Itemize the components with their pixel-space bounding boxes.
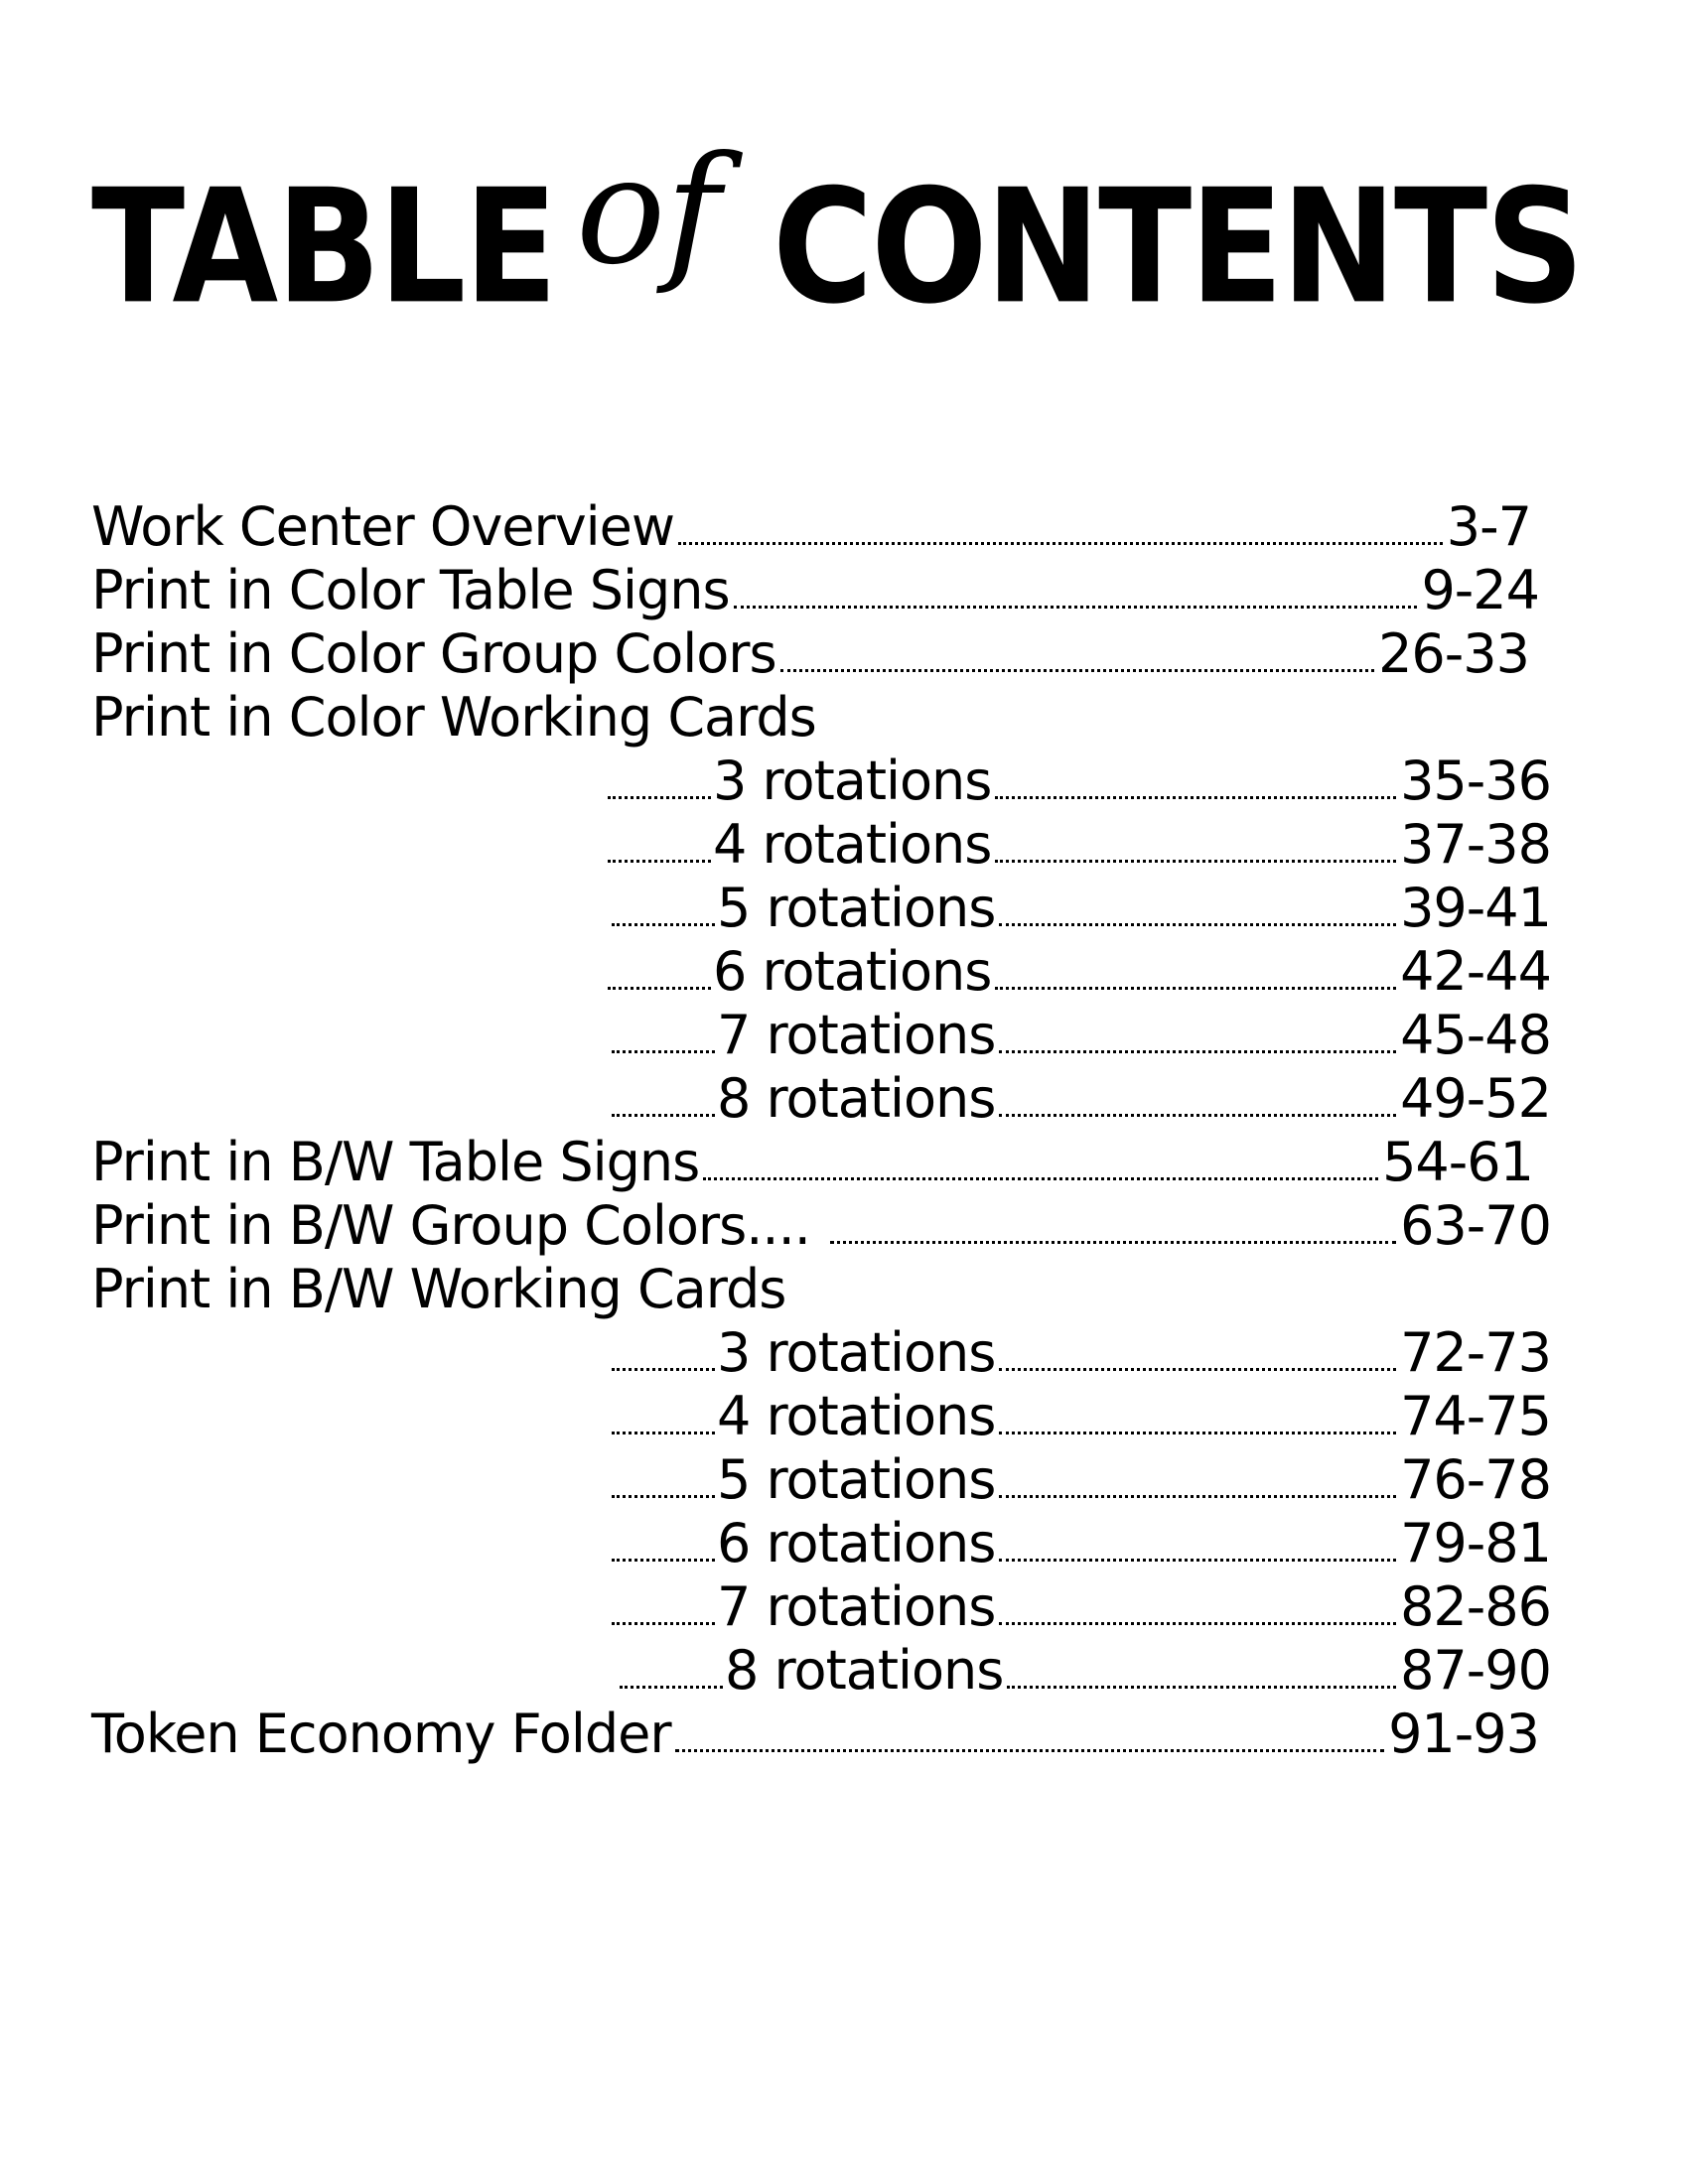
toc-entry-label: 8 rotations: [717, 1067, 996, 1130]
dot-leader: [995, 860, 1396, 863]
dot-leader: [703, 1177, 1378, 1180]
toc-entry-label: 5 rotations: [717, 877, 996, 939]
dot-leader: [999, 1368, 1396, 1371]
toc-entry-pages: 49-52: [1400, 1067, 1551, 1130]
dot-leader: [612, 1495, 715, 1498]
toc-entry-label: 5 rotations: [717, 1448, 996, 1511]
toc-entry-pages: 9-24: [1421, 559, 1539, 621]
title-word-of: of: [576, 125, 721, 298]
toc-entry-pages: 79-81: [1400, 1512, 1551, 1574]
toc-subentry-bw-6-rotations: [612, 1513, 1551, 1574]
toc-entry-token-economy-folder: [91, 1704, 1539, 1765]
toc-entry-label: 4 rotations: [713, 813, 992, 876]
toc-entry-label: Print in B/W Group Colors....: [91, 1194, 810, 1257]
toc-entry-bw-group-colors: [91, 1195, 1551, 1257]
toc-subentry-bw-4-rotations: [612, 1386, 1551, 1447]
toc-entry-label: 3 rotations: [713, 750, 992, 812]
dot-leader: [780, 669, 1374, 672]
dot-leader: [999, 1432, 1396, 1434]
dot-leader: [999, 1050, 1396, 1053]
toc-entry-label: 3 rotations: [717, 1321, 996, 1384]
toc-subentry-color-3-rotations: [608, 751, 1551, 812]
dot-leader: [612, 923, 715, 926]
toc-entry-pages: 63-70: [1400, 1194, 1551, 1257]
toc-subentry-bw-3-rotations: [612, 1322, 1551, 1384]
toc-entry-pages: 37-38: [1400, 813, 1551, 876]
dot-leader: [734, 606, 1418, 609]
toc-entry-label: Print in Color Working Cards: [91, 686, 816, 749]
toc-entry-label: 7 rotations: [717, 1004, 996, 1066]
toc-entry-pages: 3-7: [1446, 495, 1531, 558]
toc-entry-label: 7 rotations: [717, 1575, 996, 1638]
toc-subentry-bw-7-rotations: [612, 1576, 1551, 1638]
toc-entry-label: 6 rotations: [717, 1512, 996, 1574]
toc-entry-pages: 72-73: [1400, 1321, 1551, 1384]
toc-entry-label: Print in Color Table Signs: [91, 559, 730, 621]
dot-leader: [999, 1559, 1396, 1562]
toc-entry-pages: 87-90: [1400, 1639, 1551, 1702]
toc-subentry-color-6-rotations: [608, 941, 1551, 1003]
toc-entry-color-group-colors: [91, 623, 1529, 685]
dot-leader: [1007, 1686, 1396, 1689]
toc-entry-pages: 45-48: [1400, 1004, 1551, 1066]
toc-entry-pages: 76-78: [1400, 1448, 1551, 1511]
toc-entry-color-table-signs: [91, 560, 1539, 621]
dot-leader: [999, 1622, 1396, 1625]
toc-entry-label: Print in B/W Working Cards: [91, 1258, 786, 1320]
dot-leader: [612, 1050, 715, 1053]
toc-entry-label: Print in Color Group Colors: [91, 622, 776, 685]
toc-entry-label: 8 rotations: [725, 1639, 1004, 1702]
toc-entry-label: Token Economy Folder: [91, 1703, 671, 1765]
toc-entry-pages: 82-86: [1400, 1575, 1551, 1638]
dot-leader: [999, 1114, 1396, 1117]
dot-leader: [612, 1622, 715, 1625]
page-title: [0, 125, 1688, 387]
toc-subentry-bw-5-rotations: [612, 1449, 1551, 1511]
title-word-table: TABLE: [91, 155, 556, 340]
toc-subentry-color-5-rotations: [612, 878, 1551, 939]
toc-entry-label: Print in B/W Table Signs: [91, 1131, 700, 1193]
toc-entry-work-center-overview: [91, 496, 1531, 558]
dot-leader: [612, 1559, 715, 1562]
dot-leader: [608, 796, 711, 799]
toc-entry-bw-table-signs: [91, 1132, 1533, 1193]
toc-subentry-color-7-rotations: [612, 1005, 1551, 1066]
dot-leader: [995, 796, 1396, 799]
dot-leader: [995, 987, 1396, 990]
toc-subentry-color-4-rotations: [608, 814, 1551, 876]
toc-entry-pages: 74-75: [1400, 1385, 1551, 1447]
dot-leader: [620, 1686, 723, 1689]
dot-leader: [608, 860, 711, 863]
dot-leader: [612, 1432, 715, 1434]
title-word-contents: CONTENTS: [773, 155, 1583, 340]
toc-entry-pages: 39-41: [1400, 877, 1551, 939]
dot-leader: [612, 1368, 715, 1371]
toc-entry-pages: 42-44: [1400, 940, 1551, 1003]
toc-entry-pages: 26-33: [1378, 622, 1529, 685]
toc-entry-pages: 54-61: [1382, 1131, 1533, 1193]
dot-leader: [830, 1241, 1396, 1244]
toc-section-color-working-cards: [91, 687, 816, 749]
dot-leader: [612, 1114, 715, 1117]
toc-section-bw-working-cards: [91, 1259, 785, 1320]
toc-entry-pages: 91-93: [1388, 1703, 1539, 1765]
dot-leader: [608, 987, 711, 990]
toc-entry-label: 6 rotations: [713, 940, 992, 1003]
dot-leader: [999, 923, 1396, 926]
dot-leader: [999, 1495, 1396, 1498]
toc-entry-pages: 35-36: [1400, 750, 1551, 812]
toc-subentry-bw-8-rotations: [620, 1640, 1551, 1702]
toc-subentry-color-8-rotations: [612, 1068, 1551, 1130]
dot-leader: [675, 1749, 1385, 1752]
toc-entry-label: 4 rotations: [717, 1385, 996, 1447]
toc-entry-label: Work Center Overview: [91, 495, 675, 558]
dot-leader: [678, 542, 1443, 545]
